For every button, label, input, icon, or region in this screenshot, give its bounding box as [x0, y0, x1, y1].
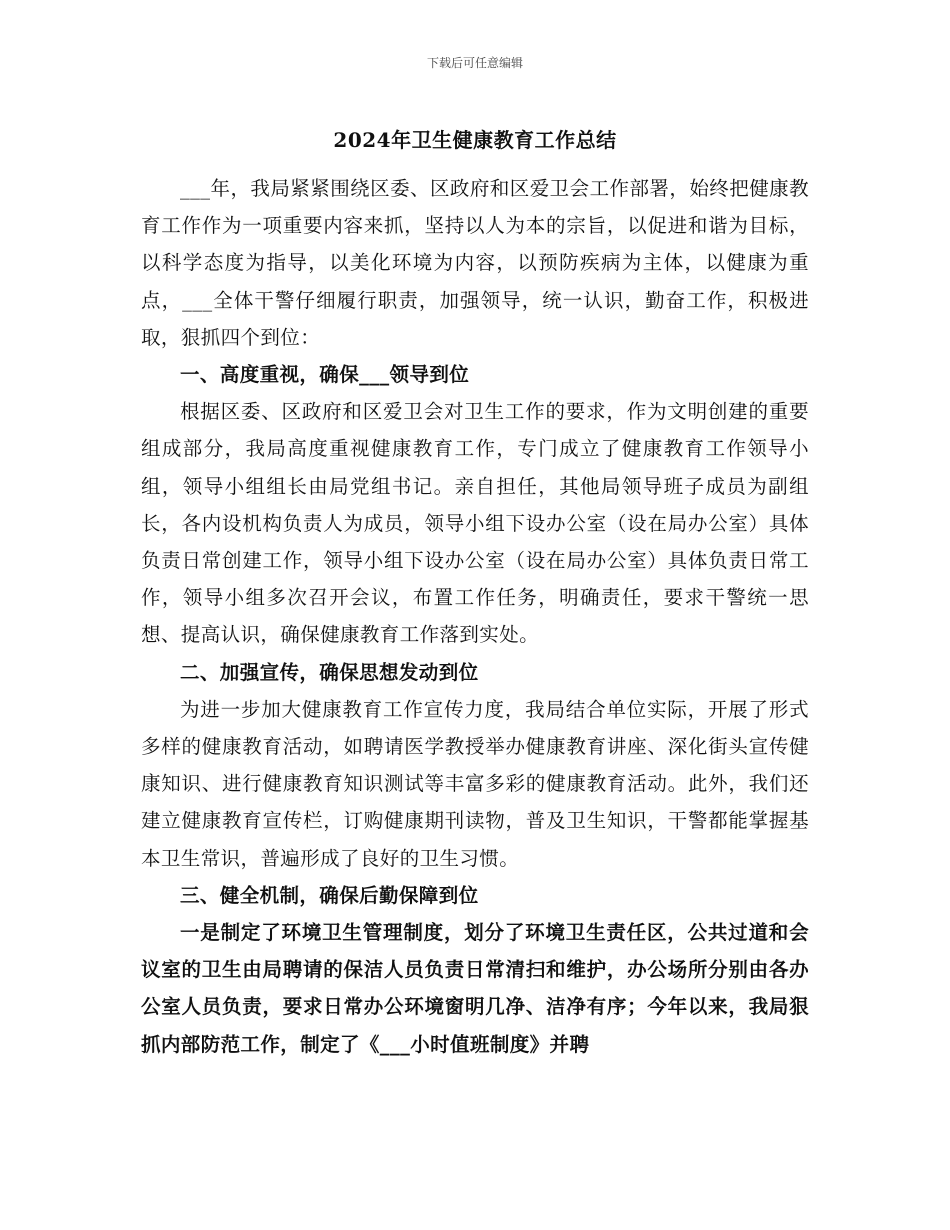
section-3-paragraph: 一是制定了环境卫生管理制度，划分了环境卫生责任区，公共过道和会议室的卫生由局聘请的保洁人员负责日常清扫和维护，办公场所分别由各办公室人员负责，要求日常办公环境窗明几净、洁净有序；今年以来，我局狠抓内部防范工作，制定了《___小时值班制度》并聘 [141, 921, 809, 1056]
document-title: 2024年卫生健康教育工作总结 [333, 128, 617, 152]
section-heading-1: 一、高度重视，确保___领导到位 [180, 363, 470, 387]
section-heading-3: 三、健全机制，确保后勤保障到位 [180, 883, 479, 907]
section-heading-2: 二、加强宣传，确保思想发动到位 [180, 660, 479, 684]
intro-paragraph: ___年，我局紧紧围绕区委、区政府和区爱卫会工作部署，始终把健康教育工作作为一项重要内容来抓，坚持以人为本的宗旨，以促进和谐为目标，以科学态度为指导，以美化环境为内容，以预防疾病为主体，以健康为重点，___全体干警仔细履行职责，加强领导，统一认识，勤奋工作，积极进取，狠抓四个到位： [141, 177, 809, 349]
header-note: 下载后可任意编辑 [426, 56, 523, 70]
document-body [141, 170, 809, 1063]
section-1-paragraph: 根据区委、区政府和区爱卫会对卫生工作的要求，作为文明创建的重要组成部分，我局高度重视健康教育工作，专门成立了健康教育工作领导小组，领导小组组长由局党组书记。亲自担任，其他局领导班子成员为副组长，各内设机构负责人为成员，领导小组下设办公室（设在局办公室）具体负责日常创建工作，领导小组下设办公室（设在局办公室）具体负责日常工作，领导小组多次召开会议，布置工作任务，明确责任，要求干警统一思想、提高认识，确保健康教育工作落到实处。 [141, 400, 809, 647]
section-2-paragraph: 为进一步加大健康教育工作宣传力度，我局结合单位实际，开展了形式多样的健康教育活动，如聘请医学教授举办健康教育讲座、深化街头宣传健康知识、进行健康教育知识测试等丰富多彩的健康教育活动。此外，我们还建立健康教育宣传栏，订购健康期刊读物，普及卫生知识，干警都能掌握基本卫生常识，普遍形成了良好的卫生习惯。 [141, 697, 809, 870]
